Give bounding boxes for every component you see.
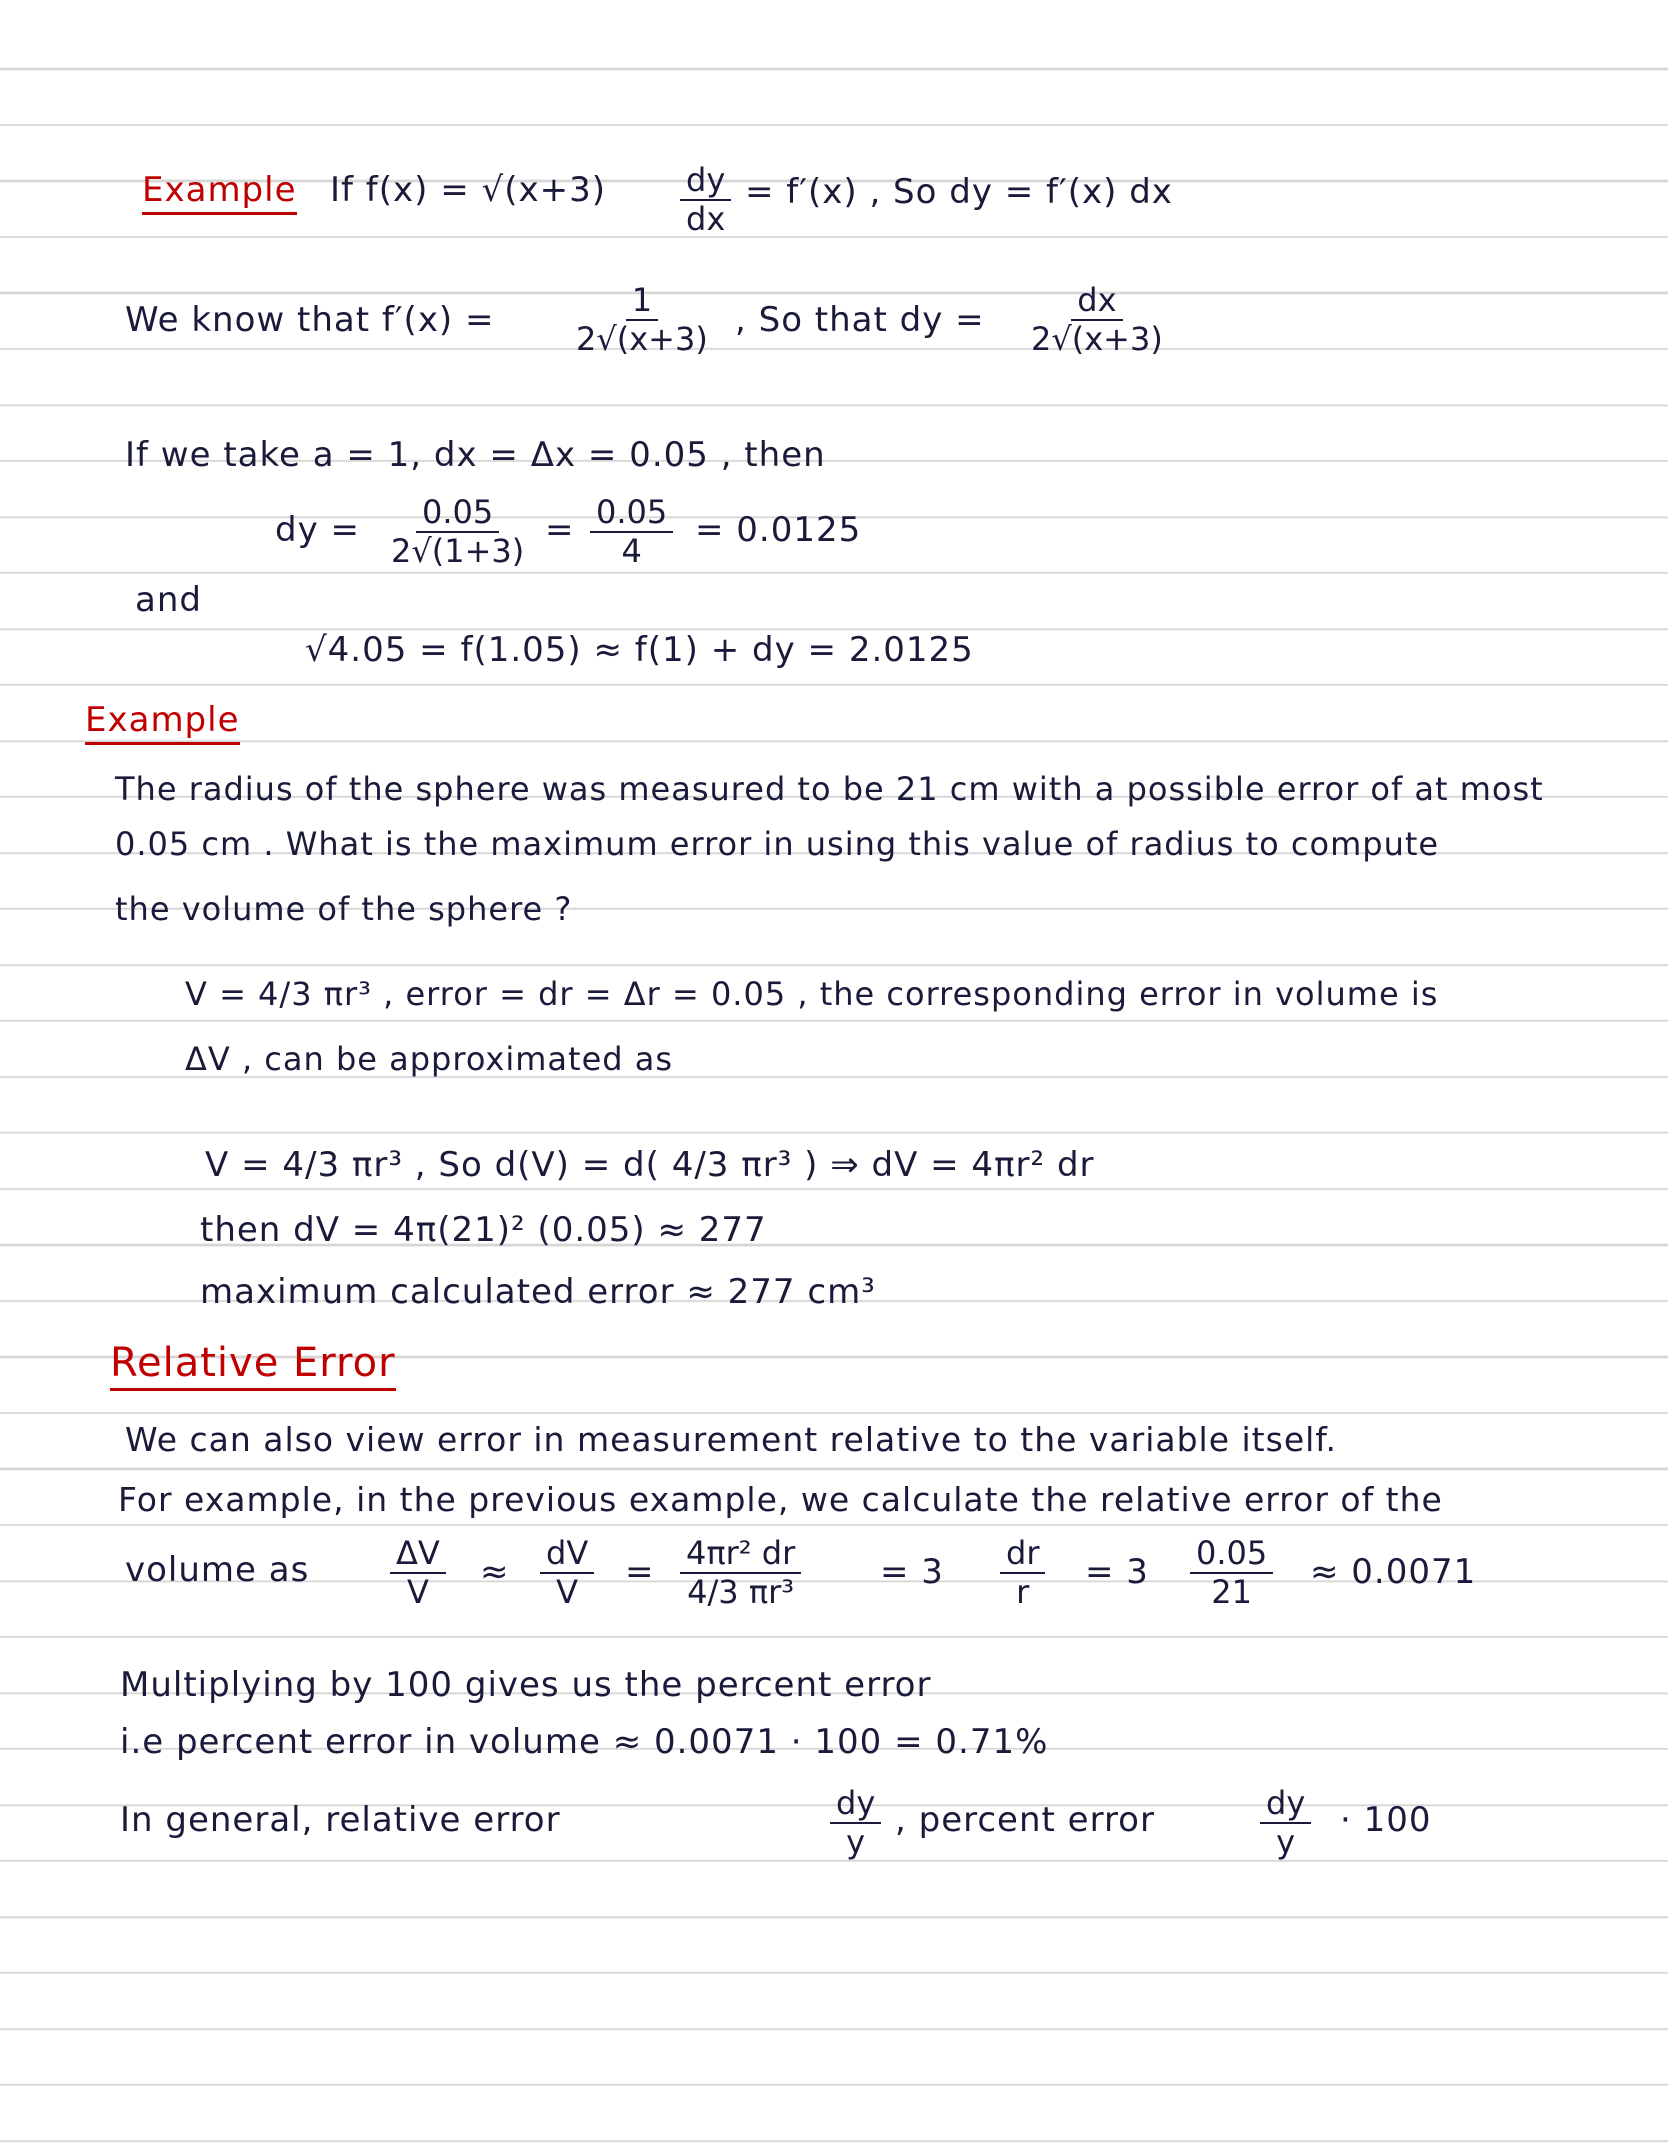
dy-fraction [1025, 282, 1169, 358]
fraction-denominator: 2√(1+3) [391, 531, 525, 570]
example-heading-2: Example [85, 700, 240, 745]
relative-line-1: We can also view error in measurement relative to the variable itself. [125, 1420, 1337, 1459]
fraction-denominator: V [406, 1572, 429, 1611]
relative-line-2: For example, in the previous example, we calculate the relative error of the [118, 1480, 1443, 1519]
fraction-denominator: r [1016, 1572, 1030, 1611]
calc-fraction-2 [590, 494, 673, 570]
solution-line-3: V = 4/3 πr³ , So d(V) = d( 4/3 πr³ ) ⇒ dV = 4πr² dr [205, 1145, 1095, 1185]
solution-line-1: V = 4/3 πr³ , error = dr = Δr = 0.05 , the corresponding error in volume is [185, 975, 1439, 1013]
approximation-result: √4.05 = f(1.05) ≈ f(1) + dy = 2.0125 [305, 630, 974, 670]
problem-line-2: 0.05 cm . What is the maximum error in using this value of radius to compute [115, 825, 1440, 863]
dy-result: = 0.0125 [695, 510, 862, 550]
multiplying-text: Multiplying by 100 gives us the percent error [120, 1665, 932, 1705]
dy-label: dy = [275, 510, 360, 550]
and-text: and [135, 580, 202, 620]
percent-error-text: , percent error [895, 1800, 1155, 1840]
fraction-numerator: dV [540, 1535, 594, 1574]
fraction-denominator: 21 [1211, 1572, 1252, 1611]
equals-sign: = [625, 1552, 655, 1592]
fraction-denominator: V [556, 1572, 579, 1611]
rel-fraction-2 [540, 1535, 594, 1611]
problem-line-3: the volume of the sphere ? [115, 890, 573, 928]
fraction-denominator: 2√(x+3) [576, 319, 708, 358]
fraction-numerator: 4πr² dr [680, 1535, 801, 1574]
function-definition: If f(x) = √(x+3) [330, 170, 606, 210]
so-that-text: , So that dy = [735, 300, 985, 340]
general-fraction-1 [830, 1785, 881, 1861]
approx-sign: ≈ [480, 1552, 510, 1592]
general-fraction-2 [1260, 1785, 1311, 1861]
fraction-denominator: dx [686, 199, 726, 238]
fraction-numerator: 1 [626, 282, 658, 321]
fraction-denominator: 2√(x+3) [1031, 319, 1163, 358]
relative-error-heading: Relative Error [110, 1340, 396, 1391]
derivative-fraction [680, 162, 731, 238]
fraction-numerator: 0.05 [416, 494, 499, 533]
fraction-denominator: y [846, 1822, 866, 1861]
fraction-numerator: dy [1260, 1785, 1311, 1824]
derivative-statement: We know that f′(x) = [125, 300, 495, 340]
equals-sign: = [545, 510, 575, 550]
rel-fraction-4 [1000, 1535, 1045, 1611]
fraction-numerator: dr [1000, 1535, 1045, 1574]
fprime-fraction [570, 282, 714, 358]
fraction-denominator: 4 [621, 531, 642, 570]
solution-line-4: then dV = 4π(21)² (0.05) ≈ 277 [200, 1210, 767, 1250]
fraction-numerator: dx [1071, 282, 1122, 321]
fraction-numerator: dy [830, 1785, 881, 1824]
percent-error-line: i.e percent error in volume ≈ 0.0071 · 100 = 0.71% [120, 1722, 1049, 1762]
general-text: In general, relative error [120, 1800, 561, 1840]
rel-fraction-1 [390, 1535, 446, 1611]
solution-line-5: maximum calculated error ≈ 277 cm³ [200, 1272, 876, 1312]
times-hundred: · 100 [1340, 1800, 1432, 1840]
given-values: If we take a = 1, dx = Δx = 0.05 , then [125, 435, 826, 475]
differential-relation: = f′(x) , So dy = f′(x) dx [745, 172, 1173, 212]
rel-fraction-3 [680, 1535, 801, 1611]
fraction-numerator: ΔV [390, 1535, 446, 1574]
fraction-numerator: dy [680, 162, 731, 201]
equals-three: = 3 [1085, 1552, 1149, 1592]
fraction-numerator: 0.05 [1190, 1535, 1273, 1574]
rel-fraction-5 [1190, 1535, 1273, 1611]
solution-line-2: ΔV , can be approximated as [185, 1040, 674, 1078]
problem-line-1: The radius of the sphere was measured to be 21 cm with a possible error of at most [115, 770, 1544, 808]
fraction-numerator: 0.05 [590, 494, 673, 533]
volume-as-text: volume as [125, 1550, 310, 1590]
fraction-denominator: y [1276, 1822, 1296, 1861]
calc-fraction-1 [385, 494, 530, 570]
example-heading-1: Example [142, 170, 297, 215]
fraction-denominator: 4/3 πr³ [687, 1572, 795, 1611]
equals-three: = 3 [880, 1552, 944, 1592]
relative-result: ≈ 0.0071 [1310, 1552, 1477, 1592]
